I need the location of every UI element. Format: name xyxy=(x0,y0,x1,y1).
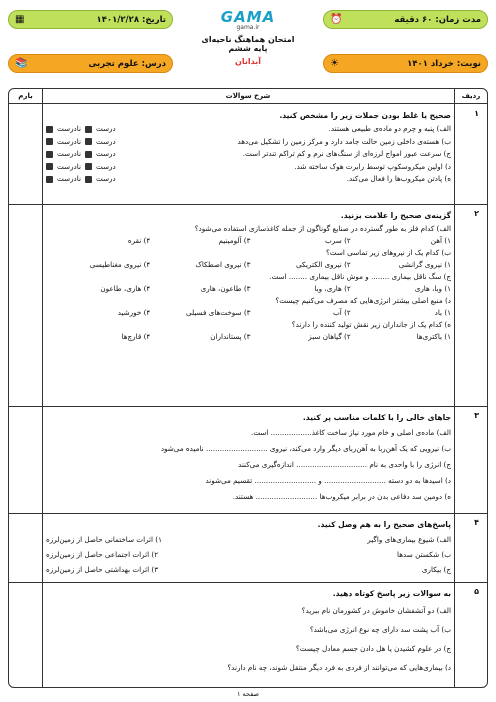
false-checkbox[interactable] xyxy=(46,176,53,183)
true-label: درست xyxy=(95,136,116,146)
mc-option[interactable]: ۱) وبا، هاری xyxy=(414,284,451,293)
short-answer-item: ج) در علوم کشیدن یا هل دادن جسم معادل چیست؟ xyxy=(295,644,451,653)
mc-option[interactable]: ۴) هاری، طاعون xyxy=(100,284,151,293)
false-label: نادرست xyxy=(57,174,81,183)
mc-option[interactable]: ۳) آلومینیم xyxy=(218,236,251,245)
mc-option[interactable]: ۱) باکتری‌ها xyxy=(416,332,451,341)
tf-options xyxy=(46,136,116,149)
mc-option[interactable]: ۲) آب xyxy=(333,308,351,317)
exam-title: امتحان هماهنگ ناحیه‌ای پایه ششم xyxy=(201,35,295,53)
clock-icon: ⏰ xyxy=(330,13,343,25)
gama-logo: GAMA xyxy=(220,8,276,26)
tf-row xyxy=(46,161,451,174)
mc-option[interactable]: ۳) سوخت‌های فسیلی xyxy=(186,308,251,317)
sun-icon: ☀ xyxy=(330,57,339,69)
mc-question: ج) سگ ناقل بیماری ........ و موش ناقل بیماری ........ است. xyxy=(269,272,451,281)
tf-row xyxy=(46,173,451,186)
true-label: درست xyxy=(95,149,116,158)
short-answer-item: الف) دو آتشفشان خاموش در کشورمان نام ببرید؟ xyxy=(301,606,451,615)
true-label: درست xyxy=(95,124,116,133)
mc-option[interactable]: ۳) نیروی اصطکاک xyxy=(195,260,251,269)
tf-row xyxy=(46,136,451,149)
mc-option[interactable]: ۴) نیروی مغناطیسی xyxy=(89,260,151,269)
mc-option[interactable]: ۳) پستانداران xyxy=(210,332,251,341)
match-row xyxy=(46,562,451,577)
mc-option[interactable]: ۴) قارچ‌ها xyxy=(121,332,151,341)
mc-option[interactable]: ۳) طاعون، هاری xyxy=(200,284,251,293)
true-checkbox[interactable] xyxy=(85,163,92,170)
fill-blank-item: الف) ماده‌ی اصلی و خام مورد نیاز ساخت کاغذ.................. است. xyxy=(250,428,451,437)
question-number: ۴ xyxy=(474,518,479,527)
short-answer-item: ب) آب پشت سد دارای چه نوع انرژی می‌باشد؟ xyxy=(309,625,451,634)
true-checkbox[interactable] xyxy=(85,151,92,158)
date-pill xyxy=(8,10,173,29)
false-label: نادرست xyxy=(57,136,81,146)
match-right[interactable]: ۱) اثرات ساختمانی حاصل از زمین‌لرزه xyxy=(46,535,162,544)
subject-pill xyxy=(8,54,173,73)
match-left[interactable]: الف) شیوع بیماری‌های واگیر xyxy=(367,535,451,544)
shift-label: نوبت: خرداد ۱۴۰۱ xyxy=(407,58,481,69)
mc-options xyxy=(46,331,451,343)
section-matching xyxy=(46,520,451,577)
fill-blank-item: ج) انرژی را با واحدی به نام ............................... اندازه‌گیری می‌کنند xyxy=(238,460,451,469)
tf-statement: ب) هسته‌ی داخلی زمین حالت جامد دارد و مرکز زمین را تشکیل می‌دهد xyxy=(237,136,451,146)
page-footer: صفحه ۱ xyxy=(236,690,260,698)
mc-question: الف) کدام فلز به طور گسترده در صنایع گوناگون از جمله کاغذسازی استفاده می‌شود؟ xyxy=(194,224,451,233)
match-row xyxy=(46,532,451,547)
match-left[interactable]: ج) بیکاری xyxy=(421,565,451,574)
mc-question: ه) کدام یک از جانداران زیر نقش تولید کننده را دارند؟ xyxy=(291,320,451,329)
mc-option[interactable]: ۱) نیروی گرانشی xyxy=(398,260,451,269)
short-answer-item: د) بیماری‌هایی که می‌توانند از فردی به فرد دیگر منتقل شوند، چه نام دارند؟ xyxy=(227,663,451,672)
school-name: آبدانان xyxy=(235,57,261,66)
mc-question: ب) کدام یک از نیروهای زیر تماسی است؟ xyxy=(325,248,451,257)
mc-options xyxy=(46,283,451,295)
tf-row xyxy=(46,123,451,136)
section-title: صحیح یا غلط بودن جملات زیر را مشخص کنید. xyxy=(279,111,451,120)
calendar-icon: ▦ xyxy=(15,13,25,25)
section-fill-blank xyxy=(46,413,451,505)
mc-option[interactable]: ۲) نیروی الکتریکی xyxy=(296,260,351,269)
mc-option[interactable]: ۱) باد xyxy=(434,308,451,317)
fill-blank-item: د) اسیدها به دو دسته ........................... و ........................... تقسیم می‌شوند xyxy=(205,476,451,485)
question-number: ۲ xyxy=(474,209,479,218)
duration-label: مدت زمان: ۶۰ دقیقه xyxy=(394,14,481,25)
tf-options xyxy=(46,173,116,186)
col-row: ردیف xyxy=(461,92,481,100)
duration-pill xyxy=(323,10,488,29)
mc-options xyxy=(46,235,451,247)
fill-blank-item: ه) دومین سد دفاعی بدن در برابر میکروب‌ها ........................... هستند. xyxy=(232,492,451,501)
false-label: نادرست xyxy=(57,149,81,158)
match-row xyxy=(46,547,451,562)
tf-options xyxy=(46,123,116,136)
true-checkbox[interactable] xyxy=(85,176,92,183)
tf-statement: ج) سرعت عبور امواج لرزه‌ای از سنگ‌های نرم و کم تراکم تندتر است. xyxy=(242,149,451,158)
match-left[interactable]: ب) شکستن سدها xyxy=(397,550,451,559)
true-label: درست xyxy=(95,161,116,171)
section-true-false xyxy=(46,111,451,186)
tf-statement: د) اولین میکروسکوپ توسط رابرت هوک ساخته شد. xyxy=(294,161,451,171)
tf-statement: الف) پنبه و چرم دو ماده‌ی طبیعی هستند. xyxy=(328,124,451,133)
question-number: ۱ xyxy=(474,109,479,118)
section-title: جاهای خالی را با کلمات مناسب پر کنید. xyxy=(302,413,451,422)
tf-options xyxy=(46,148,116,161)
section-title: به سوالات زیر پاسخ کوتاه دهید. xyxy=(332,589,451,598)
question-number: ۵ xyxy=(474,587,479,596)
true-checkbox[interactable] xyxy=(85,138,92,145)
match-right[interactable]: ۳) اثرات بهداشتی حاصل از زمین‌لرزه xyxy=(46,565,159,574)
true-label: درست xyxy=(95,174,116,183)
section-multiple-choice xyxy=(46,211,451,343)
false-checkbox[interactable] xyxy=(46,163,53,170)
shift-pill xyxy=(323,54,488,73)
tf-options xyxy=(46,161,116,174)
mc-option[interactable]: ۲) هاری، وبا xyxy=(314,284,351,293)
exam-header xyxy=(8,6,488,84)
col-questions: شرح سوالات xyxy=(225,92,271,100)
mc-option[interactable]: ۲) سرب xyxy=(325,236,351,245)
false-checkbox[interactable] xyxy=(46,126,53,133)
mc-options xyxy=(46,307,451,319)
subject-label: درس: علوم تجربی xyxy=(88,58,166,69)
mc-options xyxy=(46,259,451,271)
questions-table xyxy=(8,88,488,688)
col-score: بارم xyxy=(18,92,33,100)
section-title: گزینه‌ی صحیح را علامت بزنید. xyxy=(340,211,451,220)
mc-option[interactable]: ۱) آهن xyxy=(430,236,451,245)
false-label: نادرست xyxy=(57,161,81,171)
match-right[interactable]: ۲) اثرات اجتماعی حاصل از زمین‌لرزه xyxy=(46,550,159,559)
tf-statement: ه) پادتن میکروب‌ها را فعال می‌کند. xyxy=(346,174,451,183)
false-label: نادرست xyxy=(57,124,81,133)
books-icon: 📚 xyxy=(15,57,28,69)
date-label: تاریخ: ۱۴۰۱/۲/۲۸ xyxy=(96,14,166,25)
mc-option[interactable]: ۴) نقره xyxy=(127,236,151,245)
section-title: پاسخ‌های صحیح را به هم وصل کنید. xyxy=(317,520,451,529)
tf-row xyxy=(46,148,451,161)
fill-blank-item: ب) نیرویی که یک آهن‌ربا به آهن‌ربای دیگر وارد می‌کند، نیروی ........................... نامیده می‌شود xyxy=(160,444,451,453)
section-short-answer xyxy=(46,589,451,677)
logo-block xyxy=(196,8,300,66)
false-checkbox[interactable] xyxy=(46,151,53,158)
mc-question: د) منبع اصلی بیشتر انرژی‌هایی که مصرف می‌کنیم چیست؟ xyxy=(275,296,451,305)
true-checkbox[interactable] xyxy=(85,126,92,133)
question-number: ۳ xyxy=(474,411,479,420)
false-checkbox[interactable] xyxy=(46,138,53,145)
mc-option[interactable]: ۲) گیاهان سبز xyxy=(308,332,351,341)
mc-option[interactable]: ۴) خورشید xyxy=(117,308,151,317)
logo-subtext: gama.ir xyxy=(236,24,260,31)
